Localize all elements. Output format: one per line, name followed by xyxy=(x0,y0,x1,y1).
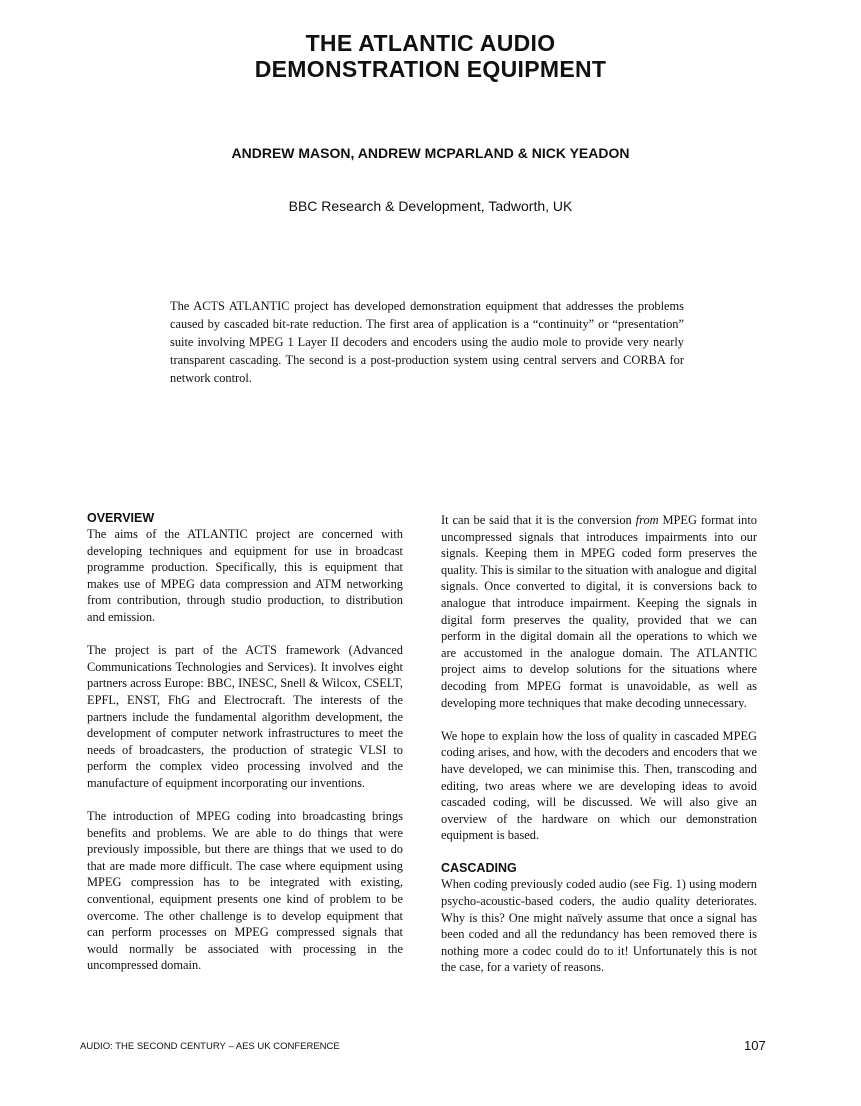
page-number: 107 xyxy=(744,1038,766,1053)
abstract: The ACTS ATLANTIC project has developed demonstration equipment that addresses the problems caused by cascaded bit-rate reduction. The first area of application is a “continuity” or “presentation” suite involving MPEG 1 Layer II decoders and encoders using the audio mole to provide very nearly transparent cascading. The second is a post-production system using central servers and CORBA for network control. xyxy=(170,299,684,385)
title-line-1: THE ATLANTIC AUDIO xyxy=(305,30,556,56)
title-line-2: DEMONSTRATION EQUIPMENT xyxy=(254,56,607,82)
left-column xyxy=(87,510,403,991)
overview-paragraph-1: The aims of the ATLANTIC project are concerned with developing techniques and equipment for use in broadcast programme production. Specifically, this is equipment that makes use of MPEG data compression and ATM networking from contribution, through studio production, to distribution and emission. xyxy=(87,527,403,624)
section-heading-cascading: CASCADING xyxy=(441,861,517,876)
overview-paragraph-2: The project is part of the ACTS framework (Advanced Communications Technologies and Services). It involves eight partners across Europe: BBC, INESC, Snell & Wilcox, CSELT, EPFL, ENST, FhG and Electrocraft. The interests of the partners include the fundamental algorithm development, the development of computer network infrastructures to meet the needs of broadcasters, the production of strategic VLSI to perform the complex video processing involved and the manufacture of equipment incorporating our inventions. xyxy=(87,643,403,790)
cascading-paragraph-1: When coding previously coded audio (see Fig. 1) using modern psycho-acoustic-based coders, the audio quality deteriorates. Why is this? One might naïvely assume that once a signal has been coded and all the redundancy has been removed there is nothing more a codec could do to it! Unfortunately this is not the case, for a variety of reasons. xyxy=(441,877,757,975)
right-column xyxy=(441,512,757,993)
italic-from: from xyxy=(635,513,659,527)
overview-paragraph-5: We hope to explain how the loss of quality in cascaded MPEG coding arises, and how, with the decoders and encoders that we have developed, we can minimise this. Then, transcoding and editing, two areas where we are developing ideas to avoid cascaded coding, will be discussed. We will also give an overview of the hardware on which our demonstration equipment is based. xyxy=(441,728,757,843)
section-heading-overview: OVERVIEW xyxy=(87,511,155,525)
footer-conference: AUDIO: THE SECOND CENTURY – AES UK CONFERENCE xyxy=(80,1041,340,1052)
paragraph-4-start: It can be said that it is the conversion xyxy=(441,513,636,527)
paper-title xyxy=(0,30,861,82)
overview-paragraph-4 xyxy=(441,512,757,711)
paragraph-4-rest: MPEG format into uncompressed signals that introduces impairments into our signals. Keeping them in MPEG coded form preserves the quality. This is similar to the situation with analogue and digital signals. Once converted to digital, it is conversions back to analogue that introduce impairment. Keeping the signals in digital form preserves the quality, provided that we can perform in the digital domain all the operations to which we are accustomed in the analogue domain. The ATLANTIC project aims to develop solutions for the situations where decoding from MPEG format is unavoidable, as well as developing more techniques that make decoding unnecessary. xyxy=(441,513,758,710)
author-list: ANDREW MASON, ANDREW MCPARLAND & NICK YEADON xyxy=(231,145,630,161)
affiliation: BBC Research & Development, Tadworth, UK xyxy=(288,198,573,214)
overview-paragraph-3: The introduction of MPEG coding into broadcasting brings benefits and problems. We are able to do things that were previously impossible, but there are things that we used to do that are made more difficult. The case where equipment using MPEG compression has to be integrated with existing, conventional, equipment presents one kind of problem to be overcome. The other challenge is to develop equipment that can perform processes on MPEG compressed signals that would normally be associated with processing in the uncompressed domain. xyxy=(87,809,403,973)
